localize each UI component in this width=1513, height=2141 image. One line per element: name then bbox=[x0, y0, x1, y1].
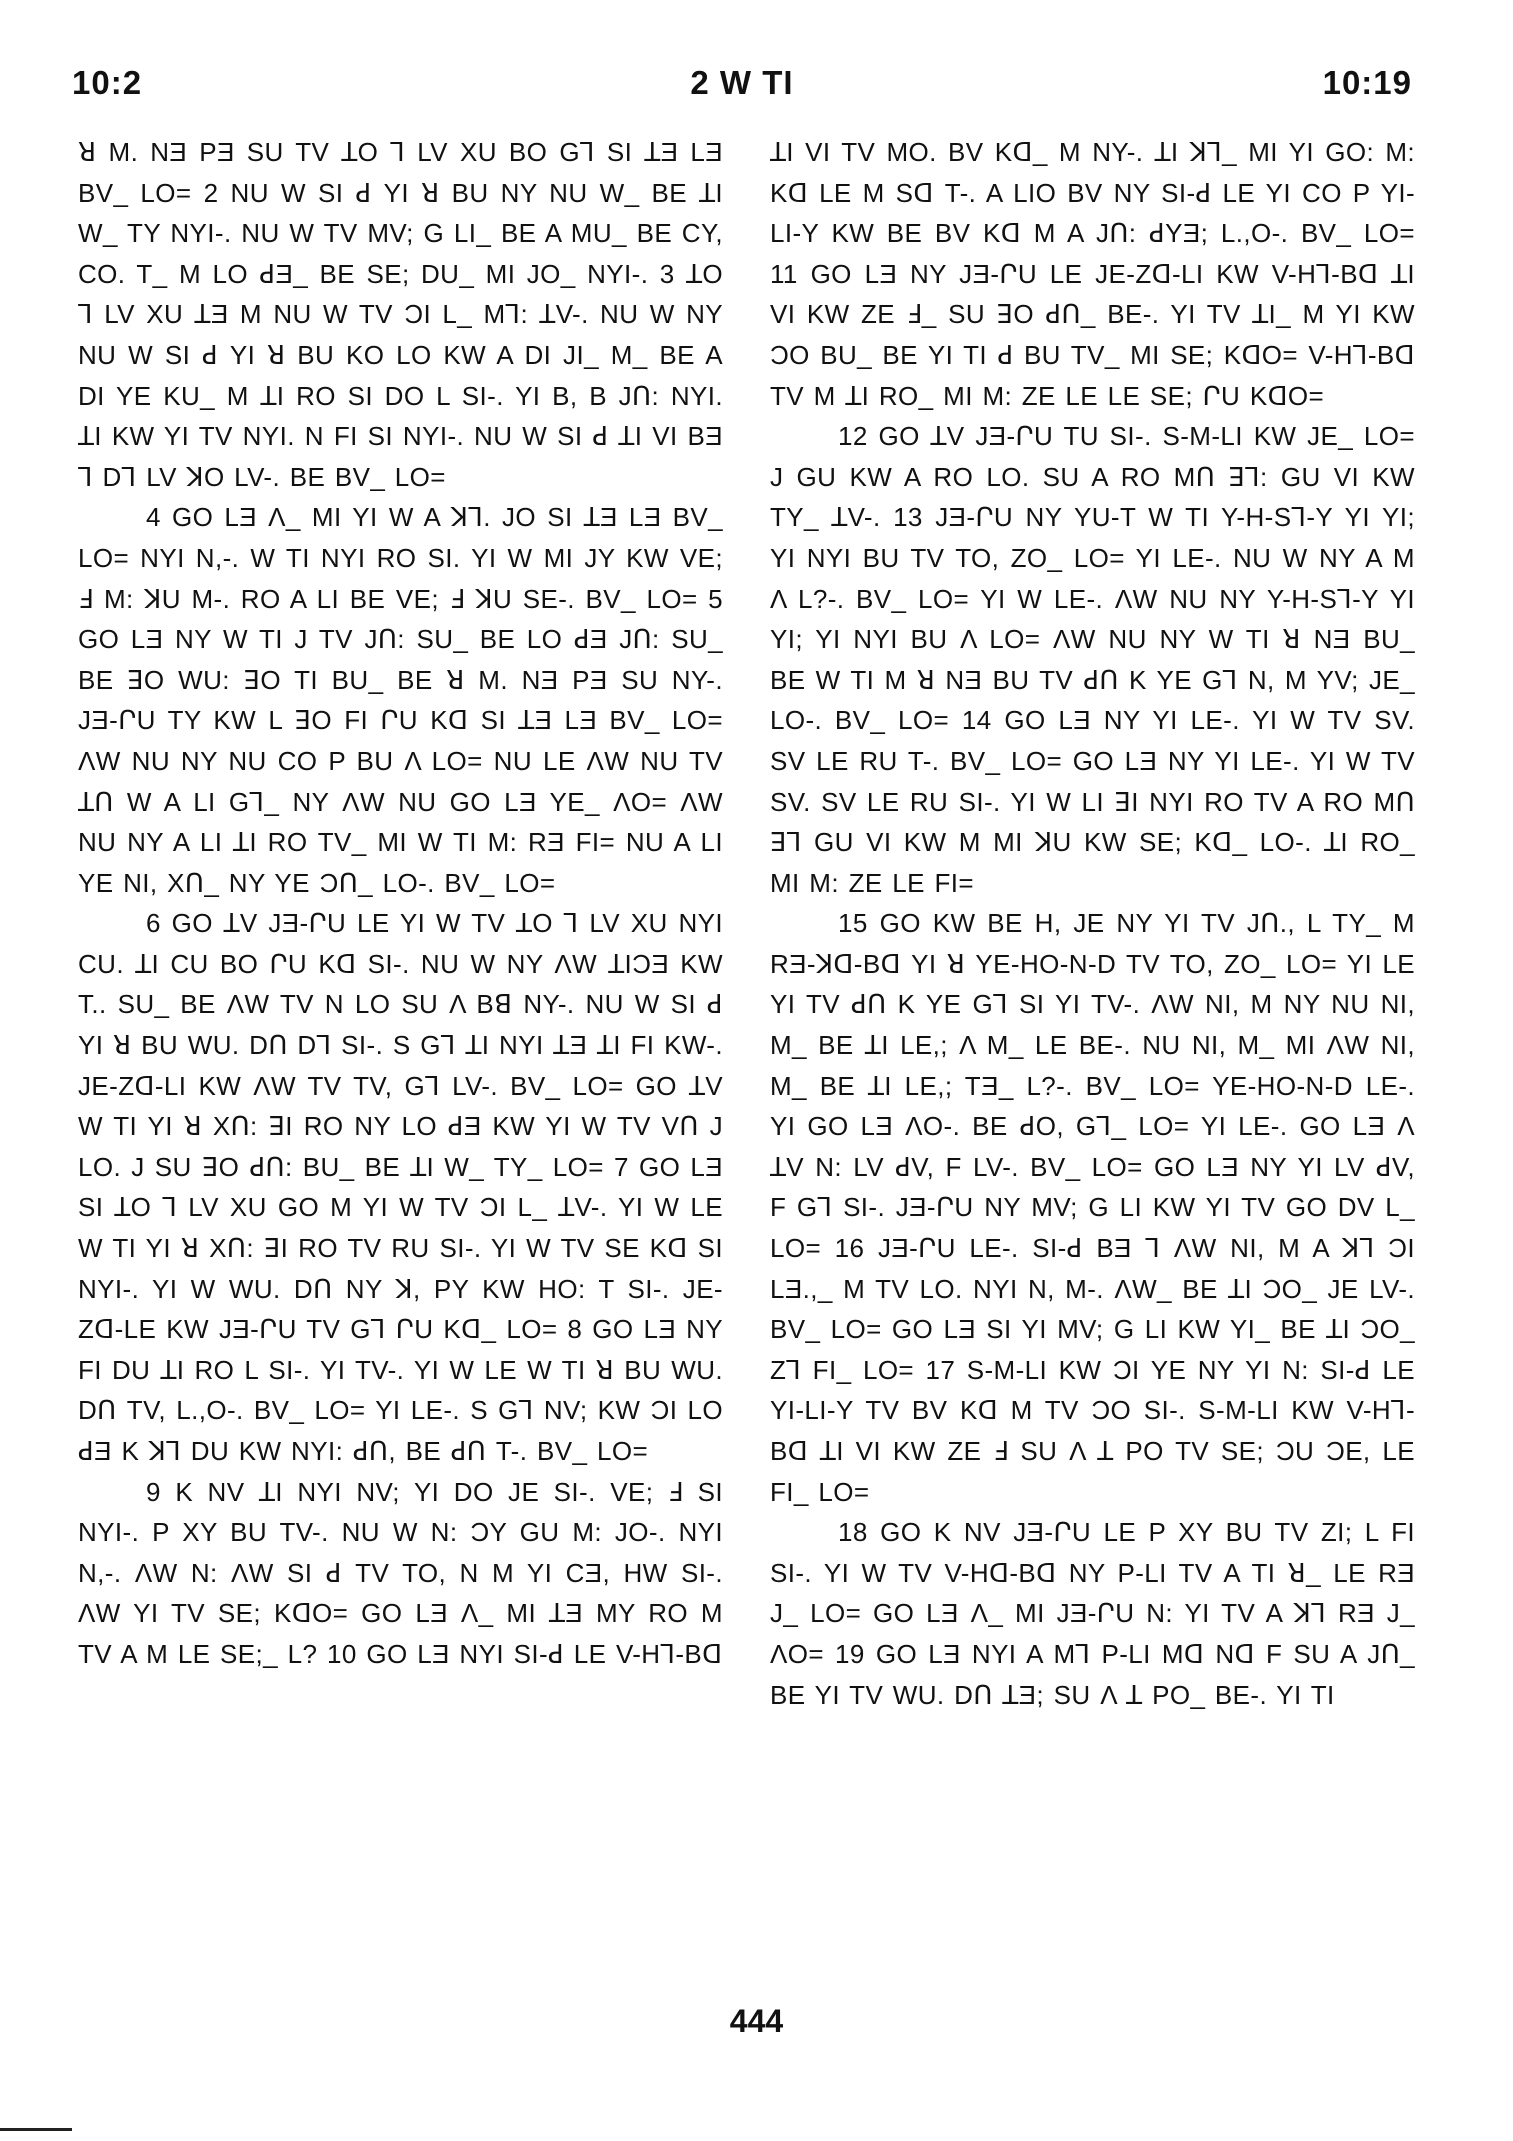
paragraph: 15 GO KW BE H, JE NY YI TV JՈ., L TY_ M RƎ-ꓘꓷ-Bꓷ YI ꓤ YE-HO-N-D TV TO, ZO_ LO= YI LE YI TV ꓒՈ K YE G⅂ SI YI TV-. ΛW NI, M NY NU NI, M_ BE ꓕI LE,; Λ M_ LE BE-. NU NI, M_ MI ΛW NI, M_ BE ꓕI LE,; TƎ_ L?-. BV_ LO= YE-HO-N-D LE-. YI GO LƎ ΛO-. BE ꓒO, G⅂_ LO= YI LE-. GO LƎ Λ ꓕV N: LV ꓒV, F LV-. BV_ LO= GO LƎ NY YI LV ꓒV, F G⅂ SI-. JƎ-ՐU NY MV; G LI KW YI TV GO DV L_ LO= 16 JƎ-ՐU LE-. SI-ꓒ BƎ ⅂ ΛW NI, M A ꓘ⅂ ƆI LƎ.,_ M TV LO. NYI N, M-. ΛW_ BE ꓕI ƆO_ JE LV-. BV_ LO= GO LƎ SI YI MV; G LI KW YI_ BE ꓕI ƆO_ Z⅂ FI_ LO= 17 S-M-LI KW ƆI YE NY YI N: SI-ꓒ LE YI-LI-Y TV BV Kꓷ M TV ƆO SI-. S-M-LI KW V-H⅂-Bꓷ ꓕI VI KW ZE Ⅎ SU Λ ꓕ PO TV SE; ƆU ƆE, LE FI_ LO= bbox=[770, 908, 1415, 1507]
paragraph: 12 GO ꓕV JƎ-ՐU TU SI-. S-M-LI KW JE_ LO= J GU KW A RO LO. SU A RO MՈ ꓱ⅂: GU VI KW TY_ ꓕV-. 13 JƎ-ՐU NY YU-T W TI Y-H-S⅂-Y YI YI; YI NYI BU TV TO, ZO_ LO= YI LE-. NU W NY A M Λ L?-. BV_ LO= YI W LE-. ΛW NU NY Y-H-S⅂-Y YI YI; YI NYI BU Λ LO= ΛW NU NY W TI ꓤ NƎ BU_ BE W TI M ꓤ NƎ BU TV ꓒՈ K YE G⅂ N, M YV; JE_ LO-. BV_ LO= 14 GO LƎ NY YI LE-. YI W TV SV. SV LE RU T-. BV_ LO= GO LƎ NY YI LE-. YI W TV SV. SV LE RU SI-. YI W LI ꓱI NYI RO TV A RO MՈ ꓱ⅂ GU VI KW M MI ꓘU KW SE; Kꓷ_ LO-. ꓕI RO_ MI M: ZE LE FI= bbox=[770, 421, 1415, 898]
paragraph: 6 GO ꓕV JƎ-ՐU LE YI W TV ꓕO ⅂ LV XU NYI CU. ꓕI CU BO ՐU Kꓷ SI-. NU W NY ΛW ꓕIƆƎ KW T.. SU_ BE ΛW TV N LO SU Λ Bꓭ NY-. NU W SI ꓒ YI ꓤ BU WU. DՈ D⅂ SI-. S G⅂ ꓕI NYI ꓕƎ ꓕI FI KW-. JE-Zꓷ-LI KW ΛW TV TV, G⅂ LV-. BV_ LO= GO ꓕV W TI YI ꓤ XՈ: ꓱI RO NY LO ꓒƎ KW YI W TV VՈ J LO. J SU ꓱO ꓒՈ: BU_ BE ꓕI W_ TY_ LO= 7 GO LƎ SI ꓕO ⅂ LV XU GO M YI W TV ƆI L_ ꓕV-. YI W LE W TI YI ꓤ XՈ: ꓱI RO TV RU SI-. YI W TV SE Kꓷ SI NYI-. YI W WU. DՈ NY ꓘ, PY KW HO: T SI-. JE-Zꓷ-LE KW JƎ-ՐU TV G⅂ ՐU Kꓷ_ LO= 8 GO LƎ NY FI DU ꓕI RO L SI-. YI TV-. YI W LE W TI ꓤ BU WU. DՈ TV, L.,O-. BV_ LO= YI LE-. S G⅂ NV; KW ƆI LO ꓒƎ K ꓘ⅂ DU KW NYI: ꓒՈ, BE ꓒՈ T-. BV_ LO= bbox=[78, 908, 723, 1466]
paragraph: 18 GO K NV JƎ-ՐU LE P XY BU TV ZI; L FI SI-. YI W TV V-Hꓷ-Bꓷ NY P-LI TV A TI ꓤ_ LE RƎ J_ LO= GO LƎ Λ_ MI JƎ-ՐU N: YI TV A ꓘ⅂ RƎ J_ ΛO= 19 GO LƎ NYI A M⅂ P-LI Mꓷ Nꓷ F SU A JՈ_ BE YI TV WU. DՈ ꓕƎ; SU Λ ꓕ PO_ BE-. YI TI bbox=[770, 1517, 1415, 1710]
header-end-reference: 10:19 bbox=[1322, 64, 1412, 101]
left-text-column bbox=[78, 132, 723, 1982]
paragraph: ꓤ M. NƎ PƎ SU TV ꓕO ⅂ LV XU BO G⅂ SI ꓕƎ LƎ BV_ LO= 2 NU W SI ꓒ YI ꓤ BU NY NU W_ BE ꓕI W_ TY NYI-. NU W TV MV; G LI_ BE A MU_ BE CY, CO. T_ M LO ꓒƎ_ BE SE; DU_ MI JO_ NYI-. 3 ꓕO ⅂ LV XU ꓕƎ M NU W TV ƆI L_ M⅂: ꓕV-. NU W NY NU W SI ꓒ YI ꓤ BU KO LO KW A DI JI_ M_ BE A DI YE KU_ M ꓕI RO SI DO L SI-. YI B, B JՈ: NYI. ꓕI KW YI TV NYI. N FI SI NYI-. NU W SI ꓒ ꓕI VI BƎ ⅂ D⅂ LV ꓘO LV-. BE BV_ LO= bbox=[78, 137, 723, 492]
paragraph: 9 K NV ꓕI NYI NV; YI DO JE SI-. VE; Ⅎ SI NYI-. P XY BU TV-. NU W N: ƆY GU M: JO-. NYI N,-. ΛW N: ΛW SI ꓒ TV TO, N M YI CƎ, HW SI-. ΛW YI TV SE; KꓷO= GO LƎ Λ_ MI ꓕƎ MY RO M TV A M LE SE;_ L? 10 GO LƎ NYI SI-ꓒ LE V-H⅂-Bꓷ bbox=[78, 1476, 723, 1669]
right-text-column bbox=[770, 132, 1415, 1982]
scan-edge-rule bbox=[0, 2128, 72, 2131]
paragraph: ꓕI VI TV MO. BV Kꓷ_ M NY-. ꓕI ꓘ⅂_ MI YI GO: M: Kꓷ LE M Sꓷ T-. A LIO BV NY SI-ꓒ LE YI CO P YI-LI-Y KW BE BV Kꓷ M A JՈ: ꓒYƎ; L.,O-. BV_ LO= 11 GO LƎ NY JƎ-ՐU LE JE-Zꓷ-LI KW V-H⅂-Bꓷ ꓕI VI KW ZE Ⅎ_ SU ꓱO ꓒՈ_ BE-. YI TV ꓕI_ M YI KW ƆO BU_ BE YI TI ꓒ BU TV_ MI SE; KꓷO= V-H⅂-Bꓷ TV M ꓕI RO_ MI M: ZE LE LE SE; ՐU KꓷO= bbox=[770, 137, 1415, 411]
header-start-reference: 10:2 bbox=[72, 64, 143, 101]
header-book-title: 2 W TI bbox=[690, 64, 794, 101]
running-header bbox=[72, 64, 1412, 112]
page-number: 444 bbox=[729, 2003, 784, 2039]
paragraph: 4 GO LƎ Λ_ MI YI W A ꓘ⅂. JO SI ꓕƎ LƎ BV_ LO= NYI N,-. W TI NYI RO SI. YI W MI JY KW VE; Ⅎ M: ꓘU M-. RO A LI BE VE; Ⅎ ꓘU SE-. BV_ LO= 5 GO LƎ NY W TI J TV JՈ: SU_ BE LO ꓒƎ JՈ: SU_ BE ꓱO WU: ꓱO TI BU_ BE ꓤ M. NƎ PƎ SU NY-. JƎ-ՐU TY KW L ꓱO FI ՐU Kꓷ SI ꓕƎ LƎ BV_ LO= ΛW NU NY NU CO P BU Λ LO= NU LE ΛW NU TV ꓕՈ W A LI G⅂_ NY ΛW NU GO LƎ YE_ ΛO= ΛW NU NY A LI ꓕI RO TV_ MI W TI M: RƎ FI= NU A LI YE NI, XՈ_ NY YE ƆՈ_ LO-. BV_ LO= bbox=[78, 502, 723, 898]
